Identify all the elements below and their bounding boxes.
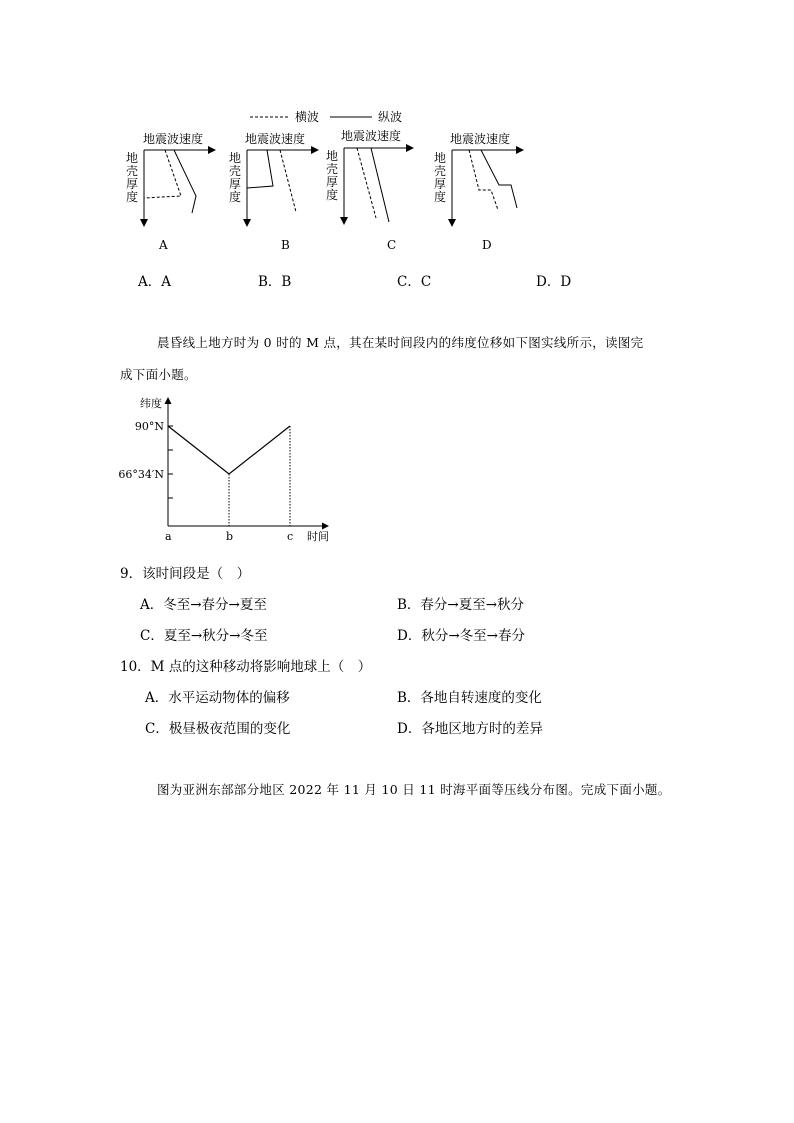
panel-b-longitudinal-wave xyxy=(247,150,273,188)
panel-c-xlabel: 地震波速度 xyxy=(341,129,402,143)
panel-b-transverse-wave xyxy=(280,150,296,212)
panel-a-xlabel: 地震波速度 xyxy=(143,132,204,146)
y-axis-label: 纬度 xyxy=(140,397,162,410)
panel-a-ylabel-4: 度 xyxy=(126,190,139,204)
panel-d-caption: D xyxy=(482,238,492,252)
question-9-option-b[interactable]: B．春分→夏至→秋分 xyxy=(397,597,525,613)
panel-d-ylabel-1: 地 xyxy=(434,151,447,165)
latitude-series-line xyxy=(168,426,290,474)
panel-d-ylabel-3: 厚 xyxy=(434,177,447,191)
panel-b-ylabel-1: 地 xyxy=(229,151,242,165)
panel-a xyxy=(126,131,215,252)
panel-b-caption: B xyxy=(281,238,290,252)
question-10-stem: 10．M 点的这种移动将影响地球上（ ） xyxy=(120,659,372,675)
panel-d xyxy=(434,131,523,252)
question-10-option-c[interactable]: C．极昼极夜范围的变化 xyxy=(145,721,291,737)
question-9-option-c[interactable]: C．夏至→秋分→冬至 xyxy=(140,628,268,644)
panel-b-ylabel-2: 壳 xyxy=(229,164,242,178)
panel-b-ylabel-4: 度 xyxy=(229,190,242,204)
panel-b-xlabel: 地震波速度 xyxy=(245,132,306,146)
seismic-figure xyxy=(0,0,794,300)
panel-a-caption: A xyxy=(159,238,168,252)
panel-c-ylabel-4: 度 xyxy=(326,188,339,202)
question-10-option-d[interactable]: D．各地区地方时的差异 xyxy=(397,721,543,737)
y-tick-label: 90°N xyxy=(134,420,164,433)
question-10-option-a[interactable]: A．水平运动物体的偏移 xyxy=(145,690,290,706)
x-tick-label: a xyxy=(165,530,172,543)
panel-d-longitudinal-wave xyxy=(481,150,517,208)
panel-b-ylabel-3: 厚 xyxy=(229,177,242,191)
panel-d-ylabel-2: 壳 xyxy=(434,164,447,178)
panel-c-ylabel-3: 厚 xyxy=(326,175,339,189)
intro-paragraph-2: 图为亚洲东部部分地区 2022 年 11 月 10 日 11 时海平面等压线分布图。完成下面小题。 xyxy=(157,782,671,797)
guide-lines xyxy=(229,426,290,526)
panel-d-transverse-wave xyxy=(469,150,498,210)
option-b[interactable]: B．B xyxy=(258,274,292,290)
panel-a-longitudinal-wave xyxy=(174,150,196,213)
panel-c xyxy=(326,128,413,252)
x-ticks xyxy=(165,530,293,543)
panel-d-xlabel: 地震波速度 xyxy=(450,132,511,146)
panel-a-ylabel-2: 壳 xyxy=(126,164,139,178)
y-tick-label: 66°34′N xyxy=(118,468,164,481)
transverse-legend-label: 横波 xyxy=(295,110,320,124)
panel-d-ylabel-4: 度 xyxy=(434,190,447,204)
question-9-option-d[interactable]: D．秋分→冬至→春分 xyxy=(397,628,525,644)
x-tick-label: c xyxy=(287,530,294,543)
y-ticks xyxy=(118,420,173,498)
question-9-stem: 9．该时间段是（ ） xyxy=(120,566,251,582)
option-a[interactable]: A．A xyxy=(138,274,171,290)
question-10-option-b[interactable]: B．各地自转速度的变化 xyxy=(397,690,542,706)
longitudinal-legend-label: 纵波 xyxy=(378,110,403,124)
intro-paragraph-line-2: 成下面小题。 xyxy=(120,367,197,382)
intro-paragraph-line-1: 晨昏线上地方时为 0 时的 M 点，其在某时间段内的纬度位移如下图实线所示，读图完 xyxy=(157,335,644,350)
panel-a-ylabel-3: 厚 xyxy=(126,177,139,191)
option-c[interactable]: C．C xyxy=(397,274,432,290)
panel-b xyxy=(229,131,318,252)
x-axis-label: 时间 xyxy=(307,530,329,543)
panel-c-ylabel-1: 地 xyxy=(326,149,339,163)
panel-a-ylabel-1: 地 xyxy=(126,151,139,165)
panel-a-transverse-wave xyxy=(144,150,181,198)
panel-c-ylabel-2: 壳 xyxy=(326,162,339,176)
x-tick-label: b xyxy=(226,530,234,543)
panel-c-caption: C xyxy=(387,238,397,252)
latitude-chart xyxy=(100,390,340,550)
wave-legend xyxy=(250,109,402,124)
question-9-option-a[interactable]: A．冬至→春分→夏至 xyxy=(140,597,267,613)
option-d[interactable]: D．D xyxy=(536,274,572,290)
